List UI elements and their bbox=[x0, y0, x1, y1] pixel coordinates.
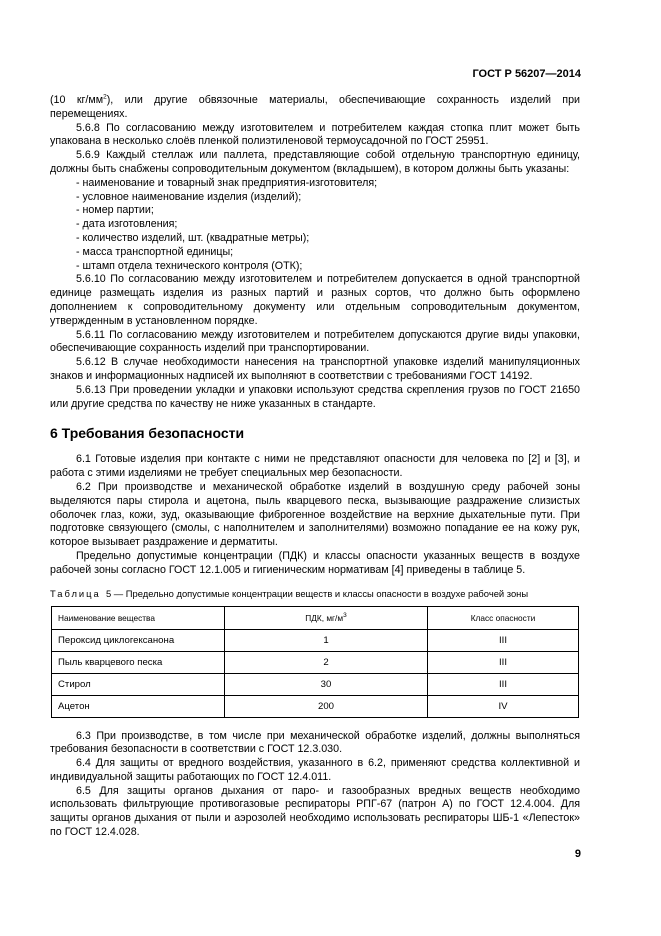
table-row bbox=[52, 651, 579, 673]
cell-substance: Пыль кварцевого песка bbox=[52, 651, 225, 673]
list-item: - количество изделий, шт. (квадратные метры); bbox=[76, 231, 310, 244]
list-item: - условное наименование изделия (изделий); bbox=[76, 190, 302, 203]
list-item: - номер партии; bbox=[76, 204, 154, 217]
standard-number: ГОСТ Р 56207—2014 bbox=[472, 68, 581, 80]
list-item: - наименование и товарный знак предприятия-изготовителя; bbox=[76, 176, 378, 189]
paragraph-6-2: 6.2 При производстве и механической обработке изделий в воздушную среду рабочей зоны выделяются пары стирола и ацетона, пыль кварцевого песка, вызывающие раздражение слизистых оболочек глаз, кожи, зуд, оказывающие фиброгенное воздействие на верхние дыхательные пути. При подготовке связующего (смолы, с наполнителем и заполнителями) возможно попадание ее на кожу рук, которое вызывает раздражение и дерматиты. bbox=[50, 480, 580, 549]
superscript: 2 bbox=[103, 93, 107, 101]
paragraph-continuation bbox=[50, 94, 580, 122]
cell-substance: Стирол bbox=[52, 673, 225, 695]
table-header-row bbox=[52, 606, 579, 629]
cell-pdk: 30 bbox=[225, 673, 428, 695]
header-hazard-class: Класс опасности bbox=[428, 606, 579, 629]
header-substance: Наименование вещества bbox=[52, 606, 225, 629]
paragraph-5-6-8: 5.6.8 По согласованию между изготовителем и потребителем каждая стопка плит может быть упакована в несколько слоёв пленкой полиэтиленовой термоусадочной по ГОСТ 25951. bbox=[50, 121, 580, 148]
paragraph-6-4: 6.4 Для защиты от вредного воздействия, указанного в 6.2, применяют средства коллективной и индивидуальной защиты работающих по ГОСТ 12.4.011. bbox=[50, 757, 580, 783]
text-fragment: ), или другие обвязочные материалы, обеспечивающие сохранность изделий при перемещениях. bbox=[50, 94, 580, 120]
list-item: - масса транспортной единицы; bbox=[76, 245, 234, 258]
list-item: - дата изготовления; bbox=[76, 218, 178, 231]
text-fragment: (10 кг/мм bbox=[50, 94, 104, 106]
paragraph-5-6-10: 5.6.10 По согласованию между изготовителем и потребителем допускается в одной транспортной единице размещать изделия из разных партий и разных сортов, что должно быть оформлено дополнением к сопроводительному документу или отдельным сопроводительным документом, утвержденным в установленном порядке. bbox=[50, 273, 580, 327]
table-caption-text: — Предельно допустимые концентрации веществ и классы опасности в воздухе рабочей зоны bbox=[111, 587, 529, 599]
cell-pdk: 2 bbox=[225, 651, 428, 673]
cell-pdk: 200 bbox=[225, 695, 428, 717]
header-pdk bbox=[225, 606, 428, 629]
paragraph-5-6-13: 5.6.13 При проведении укладки и упаковки используют средства скрепления грузов по ГОСТ 21650 или другие средства по качеству не ниже указанных в стандарте. bbox=[50, 383, 580, 410]
table-row bbox=[52, 673, 579, 695]
paragraph-5-6-11: 5.6.11 По согласованию между изготовителем и потребителем допускаются другие виды упаковки, обеспечивающие сохранность изделий при транспортировании. bbox=[50, 328, 580, 355]
table-caption-number: 5 bbox=[105, 587, 112, 599]
page-number: 9 bbox=[574, 848, 581, 860]
list-item: - штамп отдела технического контроля (ОТК); bbox=[76, 259, 303, 272]
cell-hazard-class: IV bbox=[428, 695, 579, 717]
paragraph-5-6-12: 5.6.12 В случае необходимости нанесения на транспортной упаковке изделий манипуляционных знаков и информационных надписей их выполняют в соответствии с требованиями ГОСТ 14192. bbox=[50, 356, 580, 382]
cell-hazard-class: III bbox=[428, 673, 579, 695]
post-table-block bbox=[50, 730, 580, 840]
pdk-table bbox=[51, 606, 579, 718]
paragraph-6-3: 6.3 При производстве, в том числе при механической обработке изделий, должны выполняться требования безопасности в соответствии с ГОСТ 12.3.030. bbox=[50, 729, 580, 756]
table-row bbox=[52, 695, 579, 717]
table-row bbox=[52, 629, 579, 651]
cell-substance: Пероксид циклогексанона bbox=[52, 629, 225, 651]
cell-pdk: 1 bbox=[225, 629, 428, 651]
cell-hazard-class: III bbox=[428, 651, 579, 673]
cell-substance: Ацетон bbox=[52, 695, 225, 717]
page-content bbox=[50, 94, 580, 840]
superscript: 3 bbox=[343, 611, 347, 619]
paragraph-6-1: 6.1 Готовые изделия при контакте с ними не представляют опасности для человека по [2] и [3], и работа с этими изделиями не требует специальных мер безопасности. bbox=[50, 453, 580, 480]
table-caption bbox=[50, 588, 580, 600]
table-caption-label: Таблица bbox=[50, 587, 101, 599]
header-pdk-label: ПДК, мг/м bbox=[305, 612, 344, 623]
cell-hazard-class: III bbox=[428, 629, 579, 651]
section-heading: 6 Требования безопасности bbox=[50, 425, 245, 442]
paragraph-pdk: Предельно допустимые концентрации (ПДК) и классы опасности указанных веществ в воздухе рабочей зоны согласно ГОСТ 12.1.005 и гигиеническим нормативам [4] приведены в таблице 5. bbox=[50, 549, 580, 576]
paragraph-5-6-9: 5.6.9 Каждый стеллаж или паллета, представляющие собой отдельную транспортную единицу, должны быть снабжены сопроводительным документом (вкладышем), в котором должны быть указаны: bbox=[50, 149, 580, 175]
paragraph-6-5: 6.5 Для защиты органов дыхания от паро- и газообразных вредных веществ необходимо использовать фильтрующие противогазовые респираторы РПГ-67 (патрон А) по ГОСТ 12.4.004. Для защиты органов дыхания от пыли и аэрозолей необходимо использовать респираторы ШБ-1 «Лепесток» по ГОСТ 12.4.028. bbox=[50, 784, 580, 839]
